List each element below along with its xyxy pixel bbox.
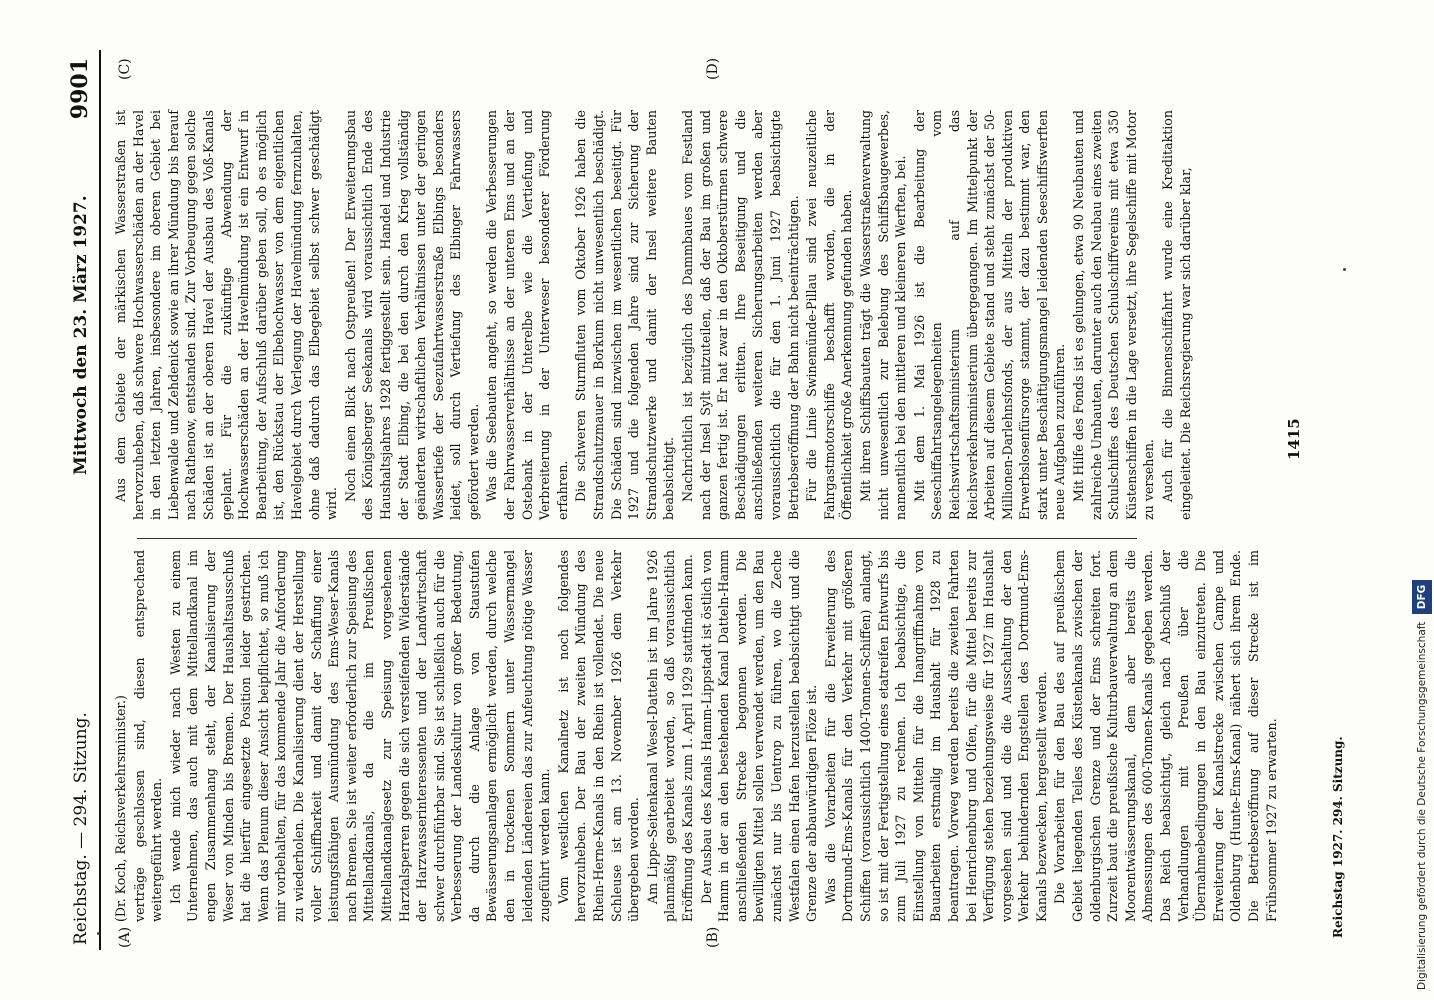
paragraph: Für die Linie Swinemünde-Pillau sind zwei neuzeitliche Fahrgastmotorschiffe beschafft worden, die in der Öffentlichkeit große Anerkennung gefunden haben. [804,110,855,520]
margin-marker-c: (C) [117,58,133,80]
paragraph: Mit Hilfe des Fonds ist es gelungen, etwa 90 Neubauten und zahlreiche Umbauten, darunter auch den Neubau eines zweiten Schulschiffes des Deutschen Schulschiffvereins mit etwa 350 Küstenschiffen in die Lage versetzt, ihre Segelschiffe mit Motor zu versehen. [1071,110,1157,520]
paragraph: Mit dem 1. Mai 1926 ist die Bearbeitung der Seeschiffahrtsangelegenheiten vom Reichswirtschaftsministerium auf das Reichsverkehrsministerium übergegangen. Im Mittelpunkt der Arbeiten auf diesem Gebiete stand und steht zunächst der 50-Millionen-Darlehnsfonds, der aus Mitteln der produktiven Erwerbslosenfürsorge stammt, der dazu bestimmt war, den stark unter Beschäftigungsmangel leidenden Seeschiffswerften neue Aufgaben zuzuführen. [911,110,1068,520]
paragraph: Am Lippe-Seitenkanal Wesel-Datteln ist im Jahre 1926 planmäßig gearbeitet worden, so daß voraussichtlich Eröffnung des Kanals zum 1. April 1929 stattfinden kann. [644,550,695,922]
paragraph: Nachrichtlich ist bezüglich des Dammbaues vom Festland nach der Insel Sylt mitzuteilen, daß der Bau im großen und ganzen fertig ist. Er hat zwar in den Oktoberstürmen schwere Beschädigungen erlitten. Ihre Beseitigung und die anschließenden weiteren Sicherungsarbeiten werden aber voraussichtlich die für den 1. Juni 1927 beabsichtigte Betriebseröffnung der Bahn nicht beeinträchtigen. [680,110,801,520]
left-text-column [112,550,1281,922]
rotated-newspaper-page [65,50,1365,950]
dfg-logo: DFG [1412,580,1432,615]
dfg-credit-line [1412,10,1432,990]
page-header [65,50,101,950]
paragraph: Auch für die Binnenschiffahrt wurde eine Kreditaktion eingeleitet. Die Reichsregierung war sich darüber klar, [1160,110,1193,520]
header-rule [99,50,101,950]
footer-imprint: Reichstag 1927. 294. Sitzung. [1331,736,1345,938]
footer-sheet-number: 1415 [1285,418,1303,460]
header-date: Mittwoch den 23. März 1927. [71,195,91,475]
paragraph: Aus dem Gebiete der märkischen Wasserstraßen ist hervorzuheben, daß schwere Hochwasserschäden an der Havel in den letzten Jahren, insbesondere im oberen Gebiet bei Liebenwalde und Zehdenick sowie an ihrer Mündung bis herauf nach Rathenow, entstanden sind. Zur Vorbeugung gegen solche Schäden ist an der oberen Havel der Ausbau des Voß-Kanals geplant. Für die zukünftige Abwendung der Hochwasserschäden an der Havelmündung ist ein Entwurf in Bearbeitung, der Aufschluß darüber geben soll, ob es möglich ist, den Rückstau der Elbehochwasser von dem eigentlichen Havelgebiet durch Verlegung der Havelmündung fernzuhalten, ohne daß dadurch das Elbegebiet selbst schwer geschädigt wird. [113,110,340,520]
column-divider [137,538,1137,539]
paragraph: Noch einen Blick nach Ostpreußen! Der Erweiterungsbau des Königsberger Seekanals wird voraussichtlich Ende des Haushaltsjahres 1928 fertiggestellt sein. Handel und Industrie der Stadt Elbing, die bei den durch den Krieg vollständig geänderten wirtschaftlichen Verhältnissen unter der geringen Wassertiefe der Seezufahrtwasserstraße Elbings besonders leidet, soll durch Vertiefung des Elbinger Fahrwassers gefördert werden. [342,110,481,520]
paragraph: Der Ausbau des Kanals Hamm-Lippstadt ist östlich von Hamm in der an den bestehenden Kanal Datteln-Hamm anschließenden Strecke begonnen worden. Die bewilligten Mittel sollen verwendet werden, um den Bau zunächst nur bis Uentrop zu führen, wo die Zeche Westfalen einen Hafen herzustellen beabsichtigt und die Grenze der abbauwürdigen Flöze ist. [698,550,820,922]
paragraph: verträge geschlossen sind, diesen entsprechend weitergeführt werden. [131,550,165,922]
scan-speck [97,932,100,935]
dfg-credit-text: Digitalisierung gefördert durch die Deutsche Forschungsgemeinschaft [1416,621,1428,990]
paragraph: Was die Seebauten angeht, so werden die Verbesserungen der Fahrwasserverhältnisse an der unteren Ems und an der Ostebank in der Unterelbe wie die Vertiefung und Verbreiterung in der Unterweser besonderer Förderung erfahren. [484,110,570,520]
paragraph: Mit ihren Schiffsbauten trägt die Wasserstraßenverwaltung nicht unwesentlich zur Belebung des Schiffsbaugewerbes, namentlich bei den mittleren und kleineren Werften, bei. [857,110,909,520]
paragraph: Ich wende mich wieder nach Westen zu einem Unternehmen, das auch mit dem Mittellandkanal im engen Zusammenhang steht, der Kanalisierung der Weser von Minden bis Bremen. Der Haushaltsausschuß hat die hierfür eingesetzte Position leider gestrichen. Wenn das Plenum dieser Ansicht beipflichtet, so muß ich mir vorbehalten, für das kommende Jahr die Anforderung zu wiederholen. Die Kanalisierung dient der Herstellung voller Schiffbarkeit und damit der Schaffung einer leistungsfähigen Ausmündung des Ems-Weser-Kanals nach Bremen. Sie ist weiter erforderlich zur Speisung des Mittellandkanals, da die im Preußischen Mittellandkanalgesetz zur Speisung vorgesehenen Harztalsperren gegen die sich versteifenden Widerstände der Harzwasserinteressenten und der Landwirtschaft schwer durchführbar sind. Sie ist schließlich auch für die Verbesserung der Landeskultur von großer Bedeutung, da durch die Anlage von Staustufen Bewässerungsanlagen ermöglicht werden, durch welche den in trockenen Sommern unter Wassermangel leidenden Ländereien das zur Anfeuchtung nötige Wasser zugeführt werden kann. [167,550,553,922]
paragraph: Was die Vorarbeiten für die Erweiterung des Dortmund-Ems-Kanals für den Verkehr mit größeren Schiffen (voraussichtlich 1400-Tonnen-Schiffen) anlangt, so ist mit der Fertigstellung eines etatreifen Entwurfs bis zum Juli 1927 zu rechnen. Ich beabsichtige, die Einstellung von Mitteln für die Inangriffnahme von Bauarbeiten erstmalig im Haushalt für 1928 zu beantragen. Vorweg werden bereits die zweiten Fahrten bei Henrichenburg und Olfen, für die Mittel bereits zur Verfügung stehen beziehungsweise für 1927 im Haushalt vorgesehen sind und die die Ausschaltung der den Verkehr behindernden Engstellen des Dortmund-Ems-Kanals bezwecken, hergestellt werden. [822,550,1049,922]
margin-marker-a: (A) [117,926,133,948]
paragraph: Die Vorarbeiten für den Bau des auf preußischem Gebiet liegenden Teiles des Küstenkanals zwischen der oldenburgischen Grenze und der Ems schreiten fort. Zurzeit baut die preußische Kulturbauverwaltung an dem Moorentwässerungskanal, dem aber bereits die Abmessungen des 600-Tonnen-Kanals gegeben werden. Das Reich beabsichtigt, gleich nach Abschluß der Verhandlungen mit Preußen über die Übernahmebedingungen in den Bau einzutreten. Die Erweiterung der Kanalstrecke zwischen Campe und Oldenburg (Hunte-Ems-Kanal) nähert sich ihrem Ende. Die Betriebseröffnung auf dieser Strecke ist im Frühsommer 1927 zu erwarten. [1052,550,1279,922]
scan-speck [1343,268,1346,271]
paragraph: Vom westlichen Kanalnetz ist noch folgendes hervorzuheben. Der Bau der zweiten Mündung des Rhein-Herne-Kanals in den Rhein ist vollendet. Die neue Schleuse ist am 13. November 1926 dem Verkehr übergeben worden. [555,550,642,922]
dfg-sidebar [1412,10,1432,990]
header-title: Reichstag. — 294. Sitzung. [71,712,91,945]
right-text-column [112,110,1195,520]
header-page-number: 9901 [67,58,93,120]
margin-marker-d: (D) [705,57,721,80]
speaker-line: (Dr. Koch, Reichsverkehrsminister.) [113,695,128,922]
paragraph: Die schweren Sturmfluten vom Oktober 1926 haben die Strandschutzmauer in Borkum nicht unwesentlich beschädigt. Die Schäden sind inzwischen im wesentlichen beseitigt. Für 1927 und die folgenden Jahre sind zur Sicherung der Strandschutzwerke und damit der Insel weitere Bauten beabsichtigt. [573,110,677,520]
margin-marker-b: (B) [705,926,721,948]
